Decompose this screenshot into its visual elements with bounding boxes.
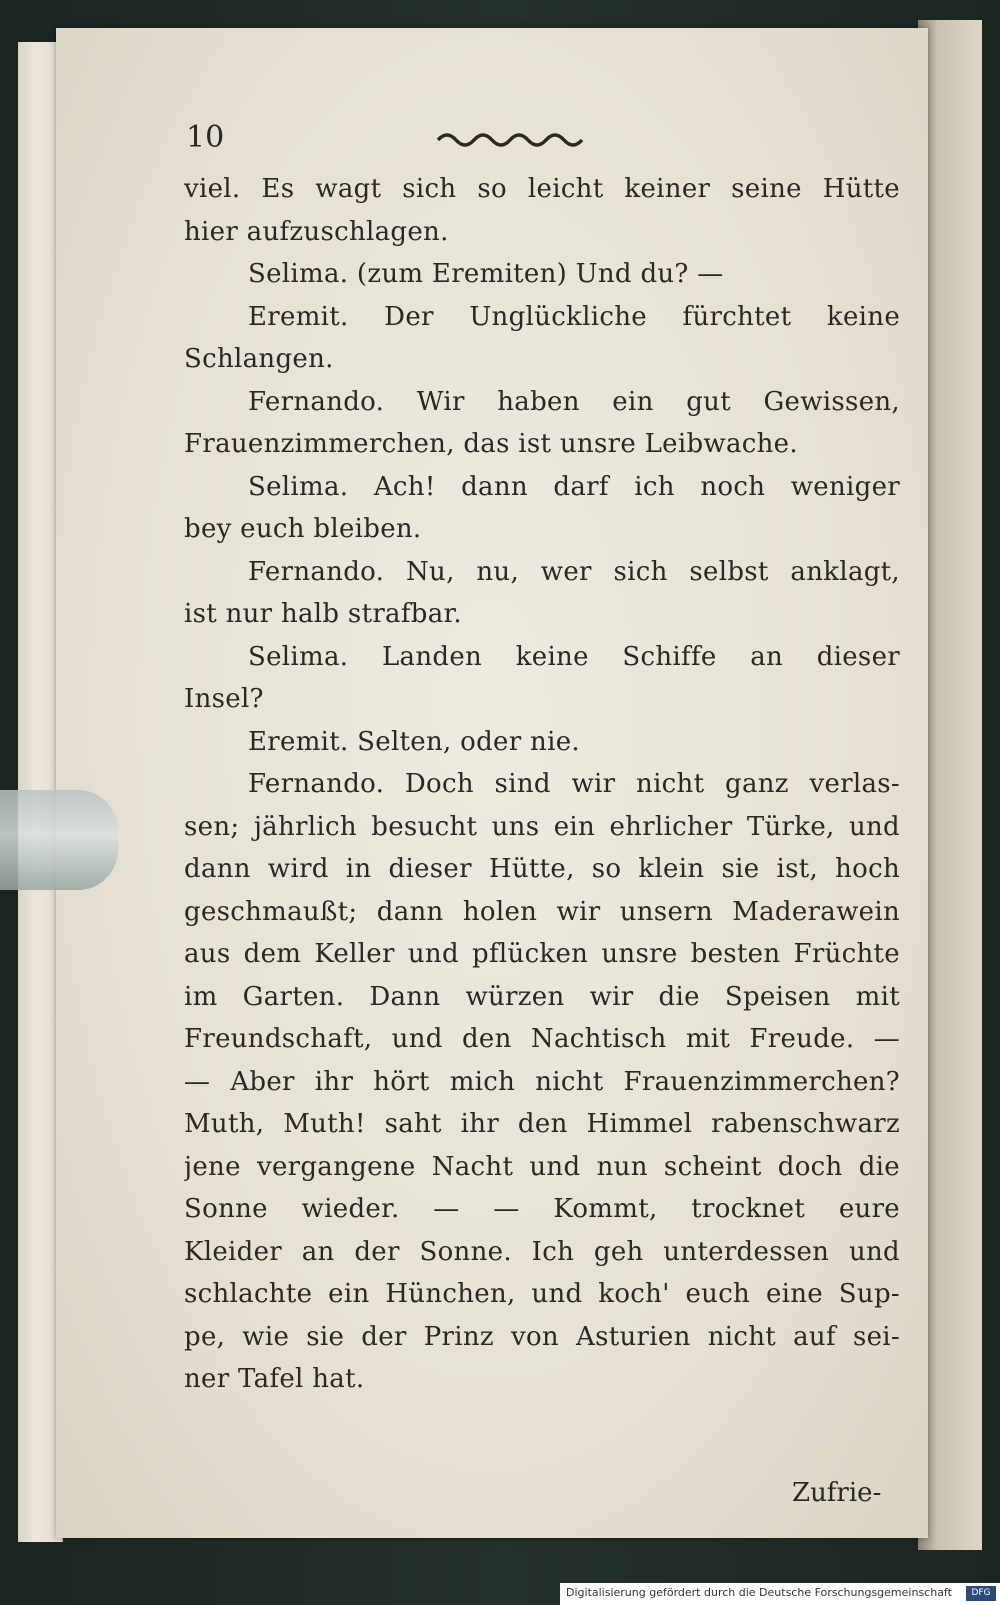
text-line: jene vergangene Nacht und nun scheint doch die bbox=[184, 1151, 900, 1182]
text-line: pe, wie sie der Prinz von Asturien nicht auf sei- bbox=[184, 1321, 900, 1352]
text-line: geschmaußt; dann holen wir unsern Maderawein bbox=[184, 896, 900, 927]
text-line: Kleider an der Sonne. Ich geh unterdessen und bbox=[184, 1236, 900, 1267]
text-line: Selima. Landen keine Schiffe an dieser bbox=[248, 641, 900, 672]
dfg-logo-icon: DFG bbox=[966, 1586, 996, 1601]
text-line: sen; jährlich besucht uns ein ehrlicher Türke, und bbox=[184, 811, 900, 842]
text-line: Sonne wieder. — — Kommt, trocknet eure bbox=[184, 1194, 900, 1224]
text-line: Selima. Ach! dann darf ich noch weniger bbox=[248, 471, 900, 502]
text-line: — Aber ihr hört mich nicht Frauenzimmerchen? bbox=[184, 1066, 900, 1097]
page-clip bbox=[0, 790, 118, 890]
text-line: dann wird in dieser Hütte, so klein sie ist, hoch bbox=[184, 854, 900, 884]
text-line: bey euch bleiben. bbox=[184, 514, 422, 544]
text-line: Eremit. Der Unglückliche fürchtet keine bbox=[248, 301, 900, 332]
text-line: im Garten. Dann würzen wir die Speisen mit bbox=[184, 981, 900, 1012]
text-line: viel. Es wagt sich so leicht keiner seine Hütte bbox=[184, 174, 900, 204]
text-line: Fernando. Doch sind wir nicht ganz verlas- bbox=[248, 769, 900, 799]
text-line: Frauenzimmerchen, das ist unsre Leibwache. bbox=[184, 429, 798, 459]
text-line: hier aufzuschlagen. bbox=[184, 216, 449, 247]
text-line: aus dem Keller und pflücken unsre besten Früchte bbox=[184, 939, 900, 969]
text-line: ist nur halb strafbar. bbox=[184, 599, 462, 629]
text-line: Selima. (zum Eremiten) Und du? — bbox=[248, 259, 724, 289]
page-number: 10 bbox=[186, 120, 225, 155]
text-line: Fernando. Nu, nu, wer sich selbst anklagt, bbox=[248, 556, 900, 587]
wave-ornament-icon bbox=[436, 130, 586, 150]
footer-bar bbox=[560, 1583, 1000, 1605]
text-line: Eremit. Selten, oder nie. bbox=[248, 726, 580, 757]
text-line: Insel? bbox=[184, 684, 264, 714]
text-line: schlachte ein Hünchen, und koch' euch eine Sup- bbox=[184, 1279, 900, 1309]
text-line: Fernando. Wir haben ein gut Gewissen, bbox=[248, 386, 900, 417]
text-line: Muth, Muth! saht ihr den Himmel rabenschwarz bbox=[184, 1109, 900, 1139]
text-line: Schlangen. bbox=[184, 344, 334, 374]
page-text bbox=[184, 168, 900, 1401]
catchword: Zufrie- bbox=[792, 1478, 882, 1508]
footer-credit: Digitalisierung gefördert durch die Deutsche Forschungsgemeinschaft bbox=[566, 1586, 952, 1599]
text-line: ner Tafel hat. bbox=[184, 1364, 365, 1394]
page-header bbox=[186, 116, 706, 166]
text-line: Freundschaft, und den Nachtisch mit Freude. — bbox=[184, 1024, 900, 1054]
book-page bbox=[56, 28, 928, 1538]
